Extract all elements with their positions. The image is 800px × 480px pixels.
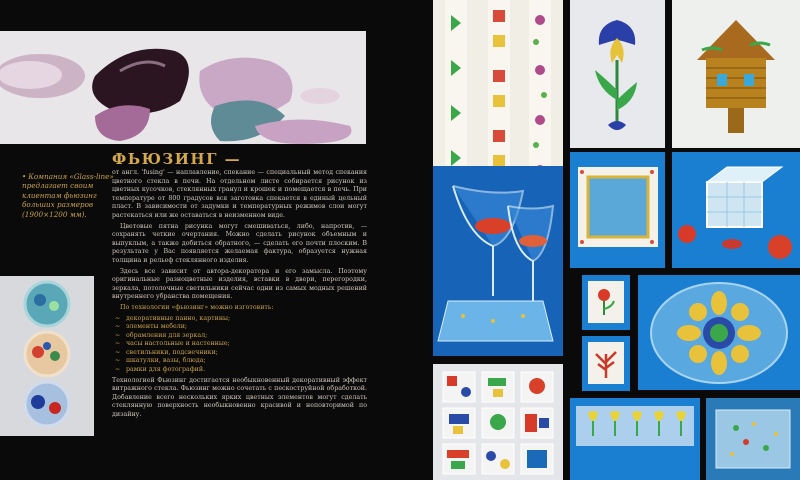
wine-glasses-photo	[433, 166, 563, 356]
red-plant-tile-photo	[582, 336, 630, 391]
red-flower-tile-photo	[582, 275, 630, 330]
paragraph: от англ. 'fusing' — наплавление, спекание — специальный метод спекания цветного стекла в печи. На отдельном листе собирается рисунок из цветных кусочков, стеклянных гранул и крошек и помещается в печь. При температуре от 800 градусов вся заготовка спекается в единый цельный пласт. В зависимости от задумки и температурных режимов слои могут растекаться или же оставаться в неизменном виде.	[112, 169, 367, 219]
list-item: ~ светильники, подсвечники;	[112, 349, 367, 358]
list-item: ~ элементы мебели;	[112, 323, 367, 332]
list-item: ~ рамки для фотографий.	[112, 366, 367, 375]
round-glass-photo	[0, 276, 94, 436]
sunflower-plate-photo	[638, 275, 800, 390]
glass-box-photo	[672, 152, 800, 268]
glass-pieces-photo	[0, 31, 366, 144]
list-item: ~ обрамления для зеркал;	[112, 332, 367, 341]
tulips-strip-photo	[570, 398, 700, 480]
list-intro: По технологии «фьюзинг» можно изготовить:	[120, 303, 274, 311]
closing-paragraph: Технологией Фьюзинг достигается необыкновенный декоративный эффект витражного стекла. Фьюзинг можно сочетать с пескоструйной обработкой. Добавление всего нескольких ярких цветных элементов могут сделать стеклянную поверхность необыкновенно красивой и неповторимой по дизайну.	[112, 376, 367, 419]
bullet-icon: •	[22, 172, 27, 181]
list-item: ~ декоративные панно, картины;	[112, 315, 367, 324]
iris-panel-photo	[570, 0, 665, 148]
paragraph: Цветовые пятна рисунка могут смешиваться, либо, напротив, — сохранять четкие очертания. Можно сделать рисунок объемным и выпуклым, а также добиться обратного, — сделать его почти плоским. В результате у Вас появляется желаемая фактура, образуется нужная толщина и рельеф стеклянного изделия.	[112, 222, 367, 264]
glass-squares-photo	[433, 364, 563, 480]
paragraph: Здесь все зависит от автора-декоратора и его замысла. Поэтому оригинальные разноцветные изделия, вставки в двери, перегородки, зеркала, потолочные светильники сейчас одни из самых модных решений внутреннего убранства помещения.	[112, 267, 367, 301]
list-item: ~ часы настольные и настенные;	[112, 340, 367, 349]
blue-tray-photo	[706, 398, 800, 480]
mirror-frame-photo	[570, 152, 665, 268]
list-item: ~ шкатулки, вазы, блюда;	[112, 357, 367, 366]
product-list	[112, 315, 367, 375]
glass-house-photo	[672, 0, 800, 148]
article-body	[112, 169, 367, 422]
sidebar-note-text: Компания «Glass-line» предлагает своим клиентам фьюзинг больших размеров (1900×1200 мм).	[22, 172, 114, 219]
sidebar-note	[22, 172, 118, 219]
page-title: ФЬЮЗИНГ —	[112, 150, 242, 168]
